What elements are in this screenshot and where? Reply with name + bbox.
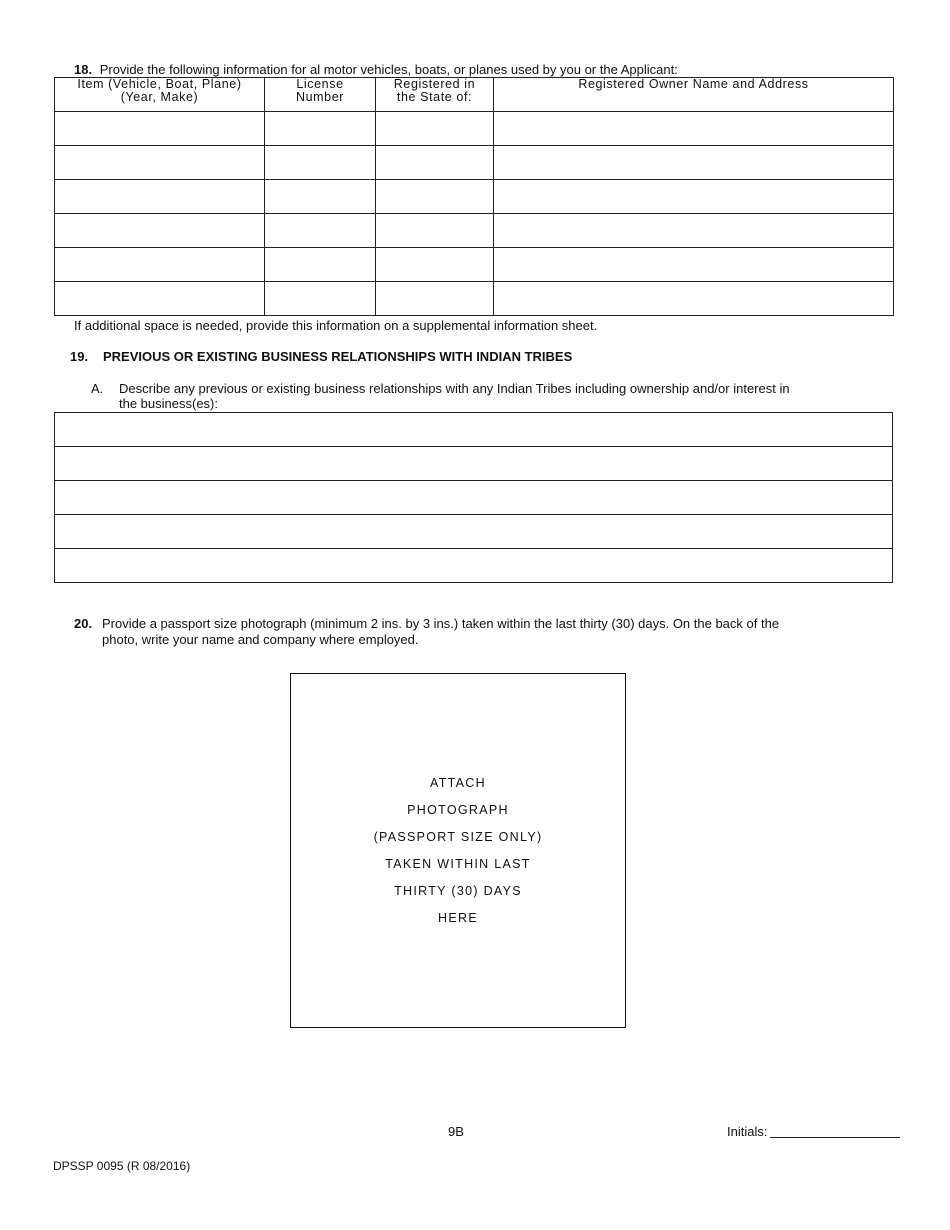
col-license-header: License Number	[265, 78, 376, 112]
col-item-header: Item (Vehicle, Boat, Plane) (Year, Make)	[55, 78, 265, 112]
cell-owner[interactable]	[494, 146, 894, 180]
table-row	[55, 481, 893, 515]
cell-state[interactable]	[376, 248, 494, 282]
col-state-header: Registered in the State of:	[376, 78, 494, 112]
initials-label: Initials:	[727, 1124, 768, 1139]
cell-license[interactable]	[265, 146, 376, 180]
cell-relationship[interactable]	[55, 413, 893, 447]
cell-item[interactable]	[55, 180, 265, 214]
vehicles-table-header	[55, 78, 894, 112]
q20-line2: photo, write your name and company where employed.	[102, 632, 419, 647]
cell-state[interactable]	[376, 282, 494, 316]
photo-instructions	[291, 774, 625, 936]
q20-number: 20.	[74, 616, 93, 631]
cell-owner[interactable]	[494, 112, 894, 146]
cell-item[interactable]	[55, 112, 265, 146]
q18-note: If additional space is needed, provide this information on a supplemental information sheet.	[74, 318, 598, 333]
cell-license[interactable]	[265, 214, 376, 248]
cell-state[interactable]	[376, 180, 494, 214]
cell-relationship[interactable]	[55, 447, 893, 481]
q18-text: Provide the following information for al motor vehicles, boats, or planes used by you or the Applicant:	[99, 62, 678, 77]
cell-license[interactable]	[265, 180, 376, 214]
cell-state[interactable]	[376, 146, 494, 180]
q19-number: 19.	[70, 349, 89, 364]
cell-item[interactable]	[55, 146, 265, 180]
col-owner-header: Registered Owner Name and Address	[494, 78, 894, 112]
cell-state[interactable]	[376, 112, 494, 146]
tribes-table	[54, 412, 893, 583]
table-row	[55, 248, 894, 282]
photo-line: (PASSPORT SIZE ONLY)	[373, 830, 543, 844]
photo-line: ATTACH	[430, 776, 486, 790]
q19a-text	[119, 381, 790, 411]
initials-field[interactable]	[770, 1137, 900, 1138]
table-row	[55, 413, 893, 447]
table-row	[55, 282, 894, 316]
cell-state[interactable]	[376, 214, 494, 248]
photo-attach-box[interactable]	[290, 673, 626, 1028]
q20-line1: Provide a passport size photograph (minimum 2 ins. by 3 ins.) taken within the last thirty (30) days. On the back of the	[102, 616, 780, 631]
q19a-line2: the business(es):	[119, 396, 218, 411]
cell-owner[interactable]	[494, 248, 894, 282]
page-number: 9B	[448, 1124, 464, 1139]
cell-owner[interactable]	[494, 214, 894, 248]
photo-line: TAKEN WITHIN LAST	[385, 857, 531, 871]
photo-line: PHOTOGRAPH	[407, 803, 509, 817]
table-row	[55, 112, 894, 146]
cell-relationship[interactable]	[55, 515, 893, 549]
table-row	[55, 515, 893, 549]
q18-number: 18.	[74, 62, 93, 77]
cell-owner[interactable]	[494, 282, 894, 316]
cell-relationship[interactable]	[55, 549, 893, 583]
cell-license[interactable]	[265, 112, 376, 146]
table-row	[55, 447, 893, 481]
vehicles-table	[54, 77, 894, 316]
q18-prompt	[74, 62, 678, 77]
photo-line: THIRTY (30) DAYS	[394, 884, 522, 898]
q19a-label: A.	[91, 381, 104, 396]
form-id: DPSSP 0095 (R 08/2016)	[53, 1159, 191, 1173]
table-row	[55, 180, 894, 214]
q19-heading	[70, 349, 573, 364]
q19-title: PREVIOUS OR EXISTING BUSINESS RELATIONSHIPS WITH INDIAN TRIBES	[103, 349, 573, 364]
cell-item[interactable]	[55, 248, 265, 282]
cell-license[interactable]	[265, 282, 376, 316]
cell-owner[interactable]	[494, 180, 894, 214]
table-row	[55, 549, 893, 583]
q20-text	[102, 616, 779, 648]
photo-line: HERE	[438, 911, 478, 925]
cell-item[interactable]	[55, 214, 265, 248]
q19a-line1: Describe any previous or existing business relationships with any Indian Tribes including ownership and/or interest in	[119, 381, 790, 396]
cell-license[interactable]	[265, 248, 376, 282]
table-row	[55, 146, 894, 180]
cell-item[interactable]	[55, 282, 265, 316]
table-row	[55, 214, 894, 248]
cell-relationship[interactable]	[55, 481, 893, 515]
